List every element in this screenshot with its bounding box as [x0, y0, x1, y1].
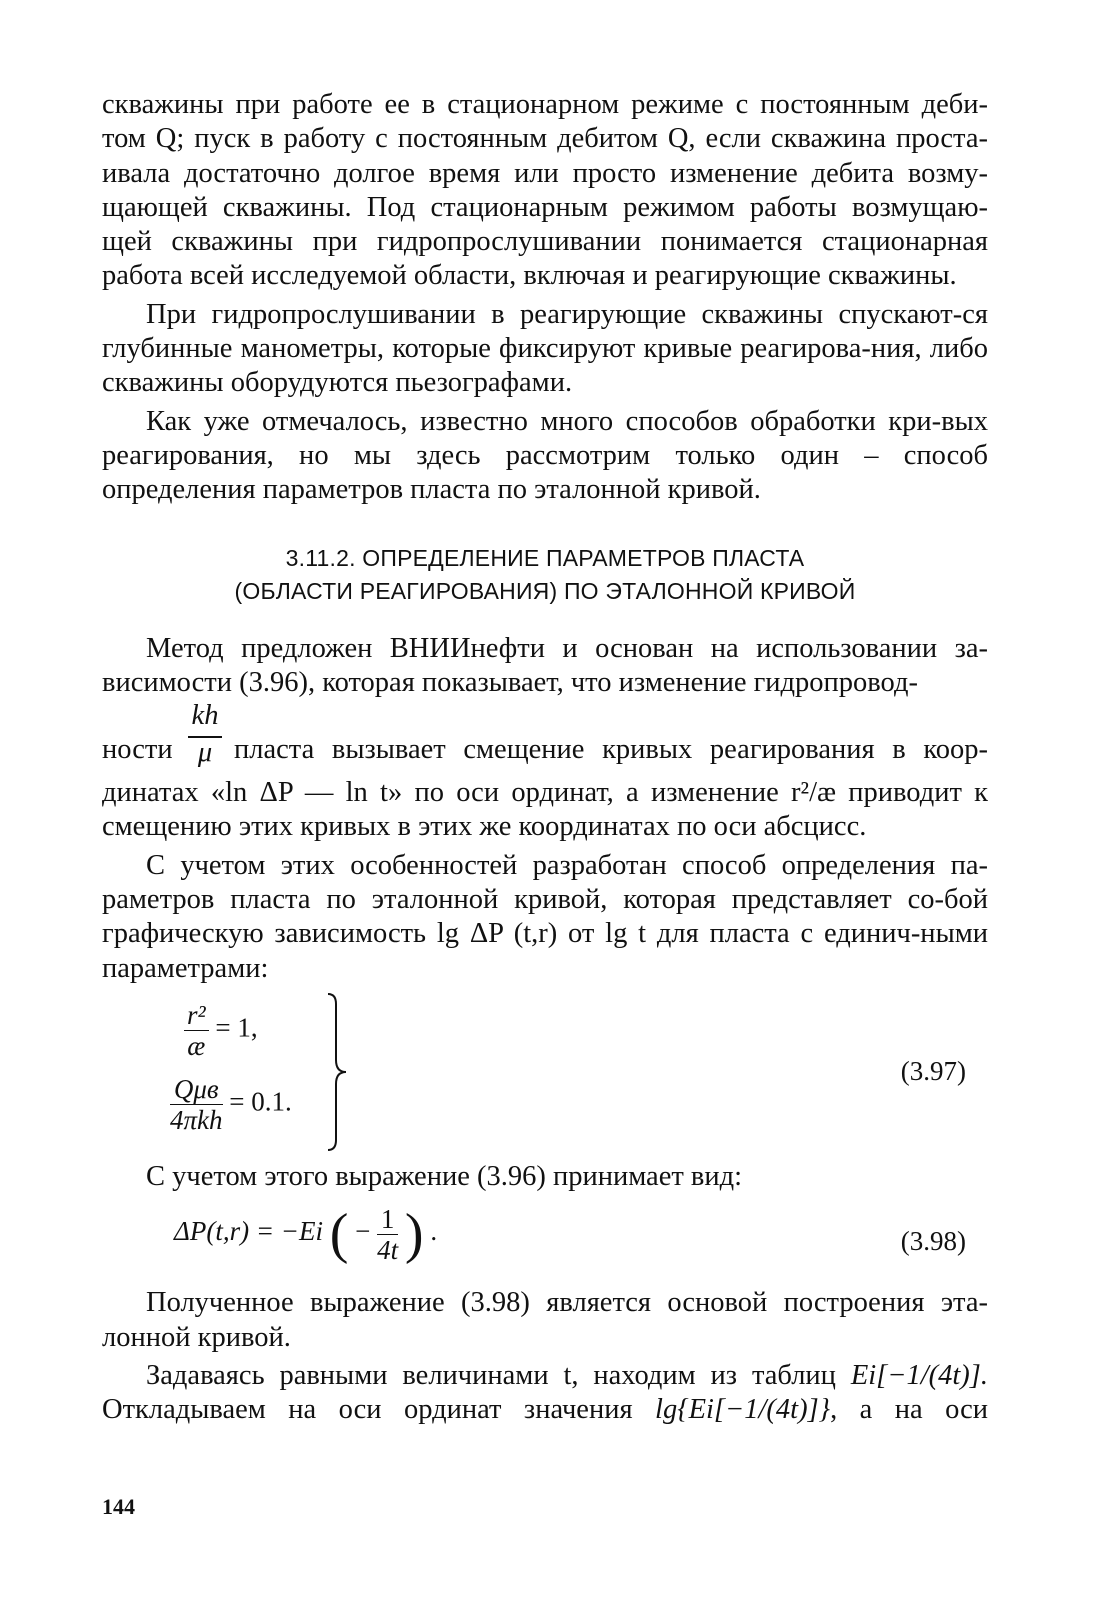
word-nosti: ности — [102, 734, 173, 766]
section-heading-line-1: 3.11.2. ОПРЕДЕЛЕНИЕ ПАРАМЕТРОВ ПЛАСТА — [285, 544, 805, 571]
equation-3-97-label: (3.97) — [900, 1055, 966, 1086]
paragraph-2: При гидропрослушивании в реагирующие скважины спускают-ся глубинные манометры, которые фиксируют кривые реагирова-ния, либо скважины оборудуются пьезографами. — [102, 298, 988, 399]
paragraph-8-line-1 — [102, 1359, 988, 1393]
section-heading-line-2: (ОБЛАСТИ РЕАГИРОВАНИЯ) ПО ЭТАЛОННОЙ КРИВОЙ — [234, 577, 856, 604]
delta-p-lhs: ΔP(t,r) = −Ei — [174, 1216, 324, 1247]
right-brace-icon — [326, 992, 350, 1152]
one-numerator: 1 — [377, 1204, 398, 1235]
paragraph-4: Метод предложен ВНИИнефти и основан на использовании за-висимости (3.96), которая показывает, что изменение гидропровод- — [102, 632, 988, 698]
right-paren: ) — [404, 1203, 424, 1266]
equals-one: = 1, — [215, 1012, 258, 1043]
4t-denominator: 4t — [377, 1234, 399, 1265]
4pikh-denominator: 4πkh — [170, 1104, 223, 1135]
q-mu-over-4pikh-fraction — [170, 1074, 223, 1135]
page-body — [102, 88, 988, 1427]
r2-numerator: r² — [184, 1000, 209, 1031]
equation-3-98-expression — [174, 1202, 437, 1266]
kh-numerator: kh — [191, 700, 219, 732]
paragraph-6: С учетом этого выражение (3.96) принимает вид: — [146, 1160, 743, 1192]
paragraph-8-text-2: Откладываем на оси ординат значения — [102, 1394, 633, 1426]
paragraph-1: скважины при работе ее в стационарном режиме с постоянным деби-том Q; пуск в работу с постоянным дебитом Q, если скважина проста-ивала достаточно долгое время или просто изменение дебита возму-щающей скважины. Под стационарным режимом работы возмущаю-щей скважины при гидропрослушивании понимается стационарная работа всей исследуемой области, включая и реагирующие скважины. — [102, 89, 988, 292]
one-over-4t-fraction — [377, 1204, 398, 1265]
equation-3-98-label: (3.98) — [900, 1226, 966, 1257]
paragraph-7: Полученное выражение (3.98) является основой построения эта-лонной кривой. — [102, 1287, 988, 1353]
r2-over-ae-fraction — [184, 1000, 209, 1061]
paragraph-3: Как уже отмечалось, известно много способов обработки кри-вых реагирования, но мы здесь рассмотрим только один – способ определения параметров пласта по эталонной кривой. — [102, 405, 988, 506]
paragraph-8-text: Задаваясь равными величинами t, находим из таблиц — [146, 1359, 836, 1391]
section-heading — [102, 542, 988, 608]
ae-denominator: æ — [187, 1030, 206, 1061]
equals-point-one: = 0.1. — [229, 1086, 292, 1117]
paragraph-4-continuation: пласта вызывает смещение кривых реагирования в коор- — [234, 734, 988, 766]
lg-ei-expression: lg{Ei[−1/(4t)]} — [655, 1394, 831, 1426]
mu-denominator: μ — [197, 737, 213, 769]
kh-over-mu-fraction — [188, 700, 222, 768]
equation-3-98 — [102, 1194, 988, 1286]
paragraph-4-end: динатах «ln ΔP — ln t» по оси ординат, а изменение r²/æ приводит к смещению этих кривых в этих же координатах по оси абсцисс. — [102, 777, 988, 843]
equation-3-97 — [102, 992, 988, 1158]
ei-expression: Ei[−1/(4t)]. — [850, 1359, 988, 1391]
paragraph-8-line-2 — [102, 1393, 988, 1427]
q-mu-numerator: Qμв — [170, 1074, 223, 1105]
period: . — [430, 1216, 438, 1247]
page-number: 144 — [102, 1494, 135, 1519]
left-paren: ( — [329, 1203, 349, 1266]
minus-sign: − — [355, 1216, 371, 1247]
paragraph-5: С учетом этих особенностей разработан способ определения па-раметров пласта по эталонной кривой, которая представляет со-бой графическую зависимость lg ΔP (t,r) от lg t для пласта с единич-ными параметрами: — [102, 849, 988, 984]
equation-3-97-row-1 — [184, 1000, 258, 1061]
hydroconductivity-line — [102, 700, 988, 784]
paragraph-8-end: , а на оси — [830, 1394, 988, 1426]
equation-3-97-row-2 — [170, 1074, 292, 1135]
